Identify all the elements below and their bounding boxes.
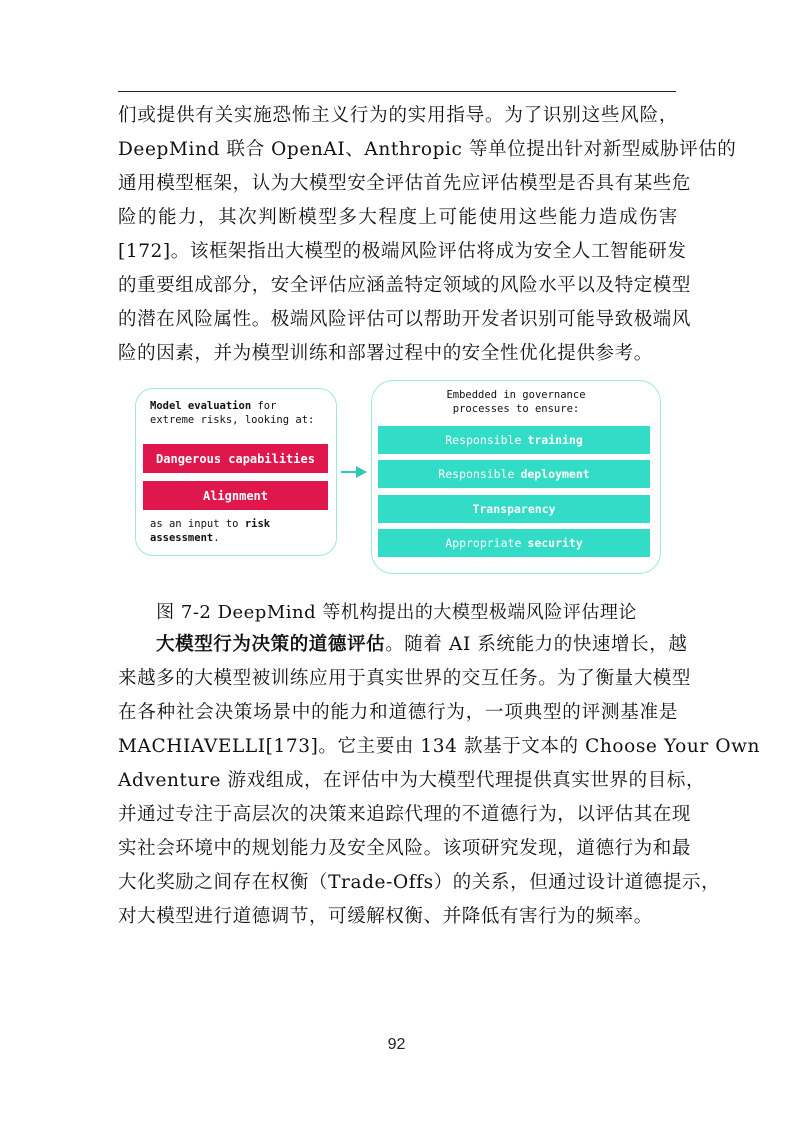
bar-plain: Responsible <box>445 433 522 447</box>
transparency-bar <box>378 495 650 523</box>
paragraph-moral-evaluation <box>118 628 761 934</box>
header-rule <box>118 91 676 92</box>
model-evaluation-box <box>135 388 337 556</box>
appropriate-security-bar <box>378 529 650 557</box>
text-line <box>118 628 688 662</box>
text-line: 险的能力，其次判断模型多大程度上可能使用这些能力造成伤害 <box>118 207 678 228</box>
bar-bold: deployment <box>520 467 590 481</box>
arrow-right-icon <box>340 465 368 479</box>
bar-bold: security <box>527 536 583 550</box>
text-line: 并通过专注于高层次的决策来追踪代理的不道德行为，以评估其在现 <box>118 804 692 825</box>
text-line: [172]。该框架指出大模型的极端风险评估将成为安全人工智能研发 <box>118 241 687 262</box>
text-line: 通用模型框架，认为大模型安全评估首先应评估模型是否具有某些危 <box>118 173 692 194</box>
bar-plain: Responsible <box>438 467 515 481</box>
paragraph-extreme-risk <box>118 99 737 371</box>
text-line: 的重要组成部分，安全评估应涵盖特定领域的风险水平以及特定模型 <box>118 275 692 296</box>
heading-bold: Model evaluation <box>150 400 252 412</box>
figure-caption: 图 7-2 DeepMind 等机构提出的大模型极端风险评估理论 <box>156 602 637 623</box>
bar-bold: Transparency <box>472 502 556 516</box>
footer-post: . <box>213 532 220 544</box>
governance-heading <box>372 388 660 416</box>
bar-bold: training <box>527 433 583 447</box>
text-line: 实社会环境中的规划能力及安全风险。该项研究发现，道德行为和最 <box>118 838 692 859</box>
heading-line2: extreme risks, looking at: <box>150 414 315 426</box>
text-line: 对大模型进行道德调节，可缓解权衡、并降低有害行为的频率。 <box>118 906 653 927</box>
text-line: MACHIAVELLI[173]。它主要由 134 款基于文本的 Choose Your Own <box>118 736 761 757</box>
footer-bold: risk <box>244 518 271 530</box>
model-evaluation-heading <box>150 399 314 427</box>
figure-7-2 <box>133 380 663 578</box>
text-line: 来越多的大模型被训练应用于真实世界的交互任务。为了衡量大模型 <box>118 668 692 689</box>
text-line: 大化奖励之间存在权衡（Trade-Offs）的关系，但通过设计道德提示， <box>118 872 721 893</box>
bar-plain: Appropriate <box>445 536 522 550</box>
text-line: 的潜在风险属性。极端风险评估可以帮助开发者识别可能导致极端风 <box>118 309 692 330</box>
section-lead-bold: 大模型行为决策的道德评估 <box>156 634 386 655</box>
dangerous-capabilities-bar: Dangerous capabilities <box>143 444 328 473</box>
heading-rest: for <box>251 400 277 412</box>
footer-pre: as an input to <box>150 518 245 530</box>
alignment-bar: Alignment <box>143 481 328 510</box>
heading-line2: processes to ensure: <box>452 403 580 415</box>
text-line: 们或提供有关实施恐怖主义行为的实用指导。为了识别这些风险， <box>118 105 678 126</box>
text-line: Adventure 游戏组成，在评估中为大模型代理提供真实世界的目标， <box>118 770 706 791</box>
text-line: 险的因素，并为模型训练和部署过程中的安全性优化提供参考。 <box>118 343 653 364</box>
text-line: 在各种社会决策场景中的能力和道德行为，一项典型的评测基准是 <box>118 702 678 723</box>
heading-line1: Embedded in governance <box>446 389 586 401</box>
risk-assessment-label <box>150 517 270 545</box>
footer-bold2: assessment <box>150 532 214 544</box>
lead-rest: 。随着 AI 系统能力的快速增长，越 <box>385 634 688 655</box>
page-number: 92 <box>387 1036 406 1053</box>
responsible-deployment-bar <box>378 460 650 488</box>
governance-box <box>371 380 661 574</box>
responsible-training-bar <box>378 426 650 454</box>
text-line: DeepMind 联合 OpenAI、Anthropic 等单位提出针对新型威胁评估的 <box>118 139 737 160</box>
